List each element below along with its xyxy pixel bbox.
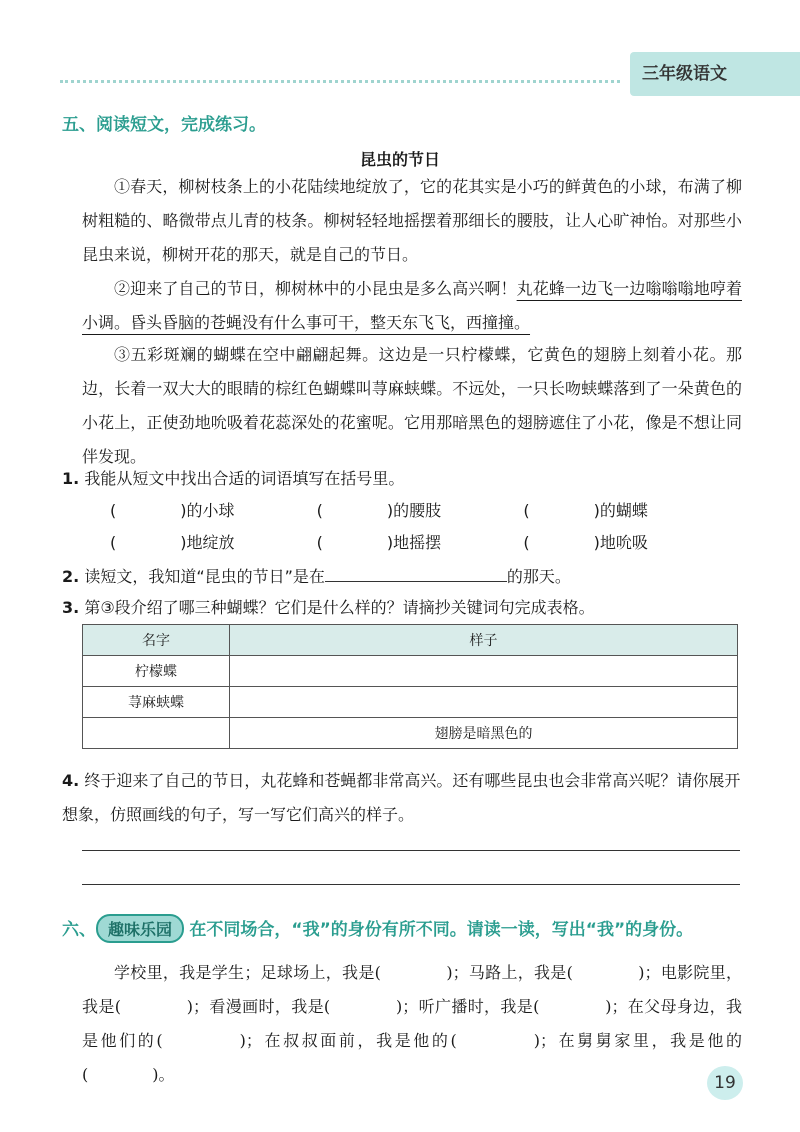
question-2: [62, 563, 752, 587]
answer-line[interactable]: [82, 884, 740, 885]
butterfly-table: [82, 624, 738, 749]
question-1-number: 1.: [62, 469, 80, 488]
table-cell-appearance: 翅膀是暗黑色的: [230, 718, 738, 749]
fill-blank-item[interactable]: ( )的腰肢: [316, 501, 442, 520]
table-header-row: [83, 625, 738, 656]
table-cell-appearance[interactable]: [230, 687, 738, 718]
header-dotted-rule: [60, 80, 620, 83]
table-row: [83, 718, 738, 749]
question-3-number: 3.: [62, 598, 80, 617]
story-title: 昆虫的节日: [359, 150, 440, 169]
fun-corner-badge: 趣味乐园: [96, 914, 184, 943]
question-1: [62, 466, 752, 489]
paragraph-1-text: ①春天，柳树枝条上的小花陆续地绽放了，它的花其实是小巧的鲜黄色的小球，布满了柳树粗糙的、略微带点儿青的枝条。柳树轻轻地摇摆着那细长的腰肢，让人心旷神怡。对那些小昆虫来说，柳树开花的那天，就是自己的节日。: [82, 177, 742, 264]
section-5-title: 五、阅读短文，完成练习。: [62, 115, 266, 135]
fill-blank-item[interactable]: ( )的蝴蝶: [523, 501, 648, 520]
table-cell-appearance[interactable]: [230, 656, 738, 687]
table-row: [83, 656, 738, 687]
question-1-text: 我能从短文中找出合适的词语填写在括号里。: [84, 469, 405, 488]
question-3: [62, 595, 752, 618]
table-cell-name[interactable]: [83, 718, 230, 749]
fill-blank-item[interactable]: ( )的小球: [110, 501, 235, 520]
question-2-text-end: 的那天。: [506, 567, 571, 586]
paragraph-3-text: ③五彩斑斓的蝴蝶在空中翩翩起舞。这边是一只柠檬蝶，它黄色的翅膀上刻着小花。那边，长着一双大大的眼睛的棕红色蝴蝶叫荨麻蛱蝶。不远处，一只长吻蛱蝶落到了一朵黄色的小花上，正使劲地吮吸着花蕊深处的花蜜呢。它用那暗黑色的翅膀遮住了小花，像是不想让同伴发现。: [82, 345, 742, 466]
table-header-appearance: 样子: [230, 625, 738, 656]
section-6-label: 六、: [62, 920, 96, 940]
story-paragraph-2: [82, 272, 742, 340]
section-6-heading: [62, 914, 782, 943]
table-cell-name: 荨麻蛱蝶: [83, 687, 230, 718]
question-1-row-1: [110, 498, 730, 521]
section-6-body: [82, 956, 742, 1092]
question-2-text: 读短文，我知道“昆虫的节日”是在: [84, 567, 325, 586]
question-2-number: 2.: [62, 567, 80, 586]
question-3-text: 第③段介绍了哪三种蝴蝶？它们是什么样的？请摘抄关键词句完成表格。: [84, 598, 595, 617]
question-1-row-2: [110, 530, 730, 553]
section-6-text: 学校里，我是学生；足球场上，我是( )；马路上，我是( )；电影院里，我是( )；看漫画时，我是( )；听广播时，我是( )；在父母身边，我是他们的( )；在叔叔面前，我是他的( )；在舅舅家里，我是他的( )。: [82, 963, 742, 1084]
paragraph-2-underlined-text: 丸花蜂一边飞一边嗡嗡嗡地哼着小调。昏头昏脑的苍蝇没有什么事可干，整天东飞飞，西撞撞。: [82, 279, 742, 332]
question-4: [62, 764, 752, 832]
story-paragraph-3: [82, 338, 742, 474]
question-4-text: 终于迎来了自己的节日，丸花蜂和苍蝇都非常高兴。还有哪些昆虫也会非常高兴呢？请你展开想象，仿照画线的句子，写一写它们高兴的样子。: [62, 771, 741, 824]
fill-blank-item[interactable]: ( )地摇摆: [316, 533, 442, 552]
fill-blank-item[interactable]: ( )地绽放: [110, 533, 235, 552]
table-cell-name: 柠檬蝶: [83, 656, 230, 687]
table-row: [83, 687, 738, 718]
paragraph-2-text: ②迎来了自己的节日，柳树林中的小昆虫是多么高兴啊！: [114, 279, 517, 298]
question-4-number: 4.: [62, 771, 80, 790]
fill-blank-item[interactable]: ( )地吮吸: [523, 533, 648, 552]
grade-label: 三年级语文: [630, 52, 800, 96]
table-header-name: 名字: [83, 625, 230, 656]
answer-line[interactable]: [82, 850, 740, 851]
story-paragraph-1: [82, 170, 742, 272]
question-2-answer-line[interactable]: [325, 563, 507, 582]
section-6-instruction: 在不同场合，“我”的身份有所不同。请读一读，写出“我”的身份。: [189, 920, 694, 940]
page-number: 19: [707, 1066, 743, 1100]
